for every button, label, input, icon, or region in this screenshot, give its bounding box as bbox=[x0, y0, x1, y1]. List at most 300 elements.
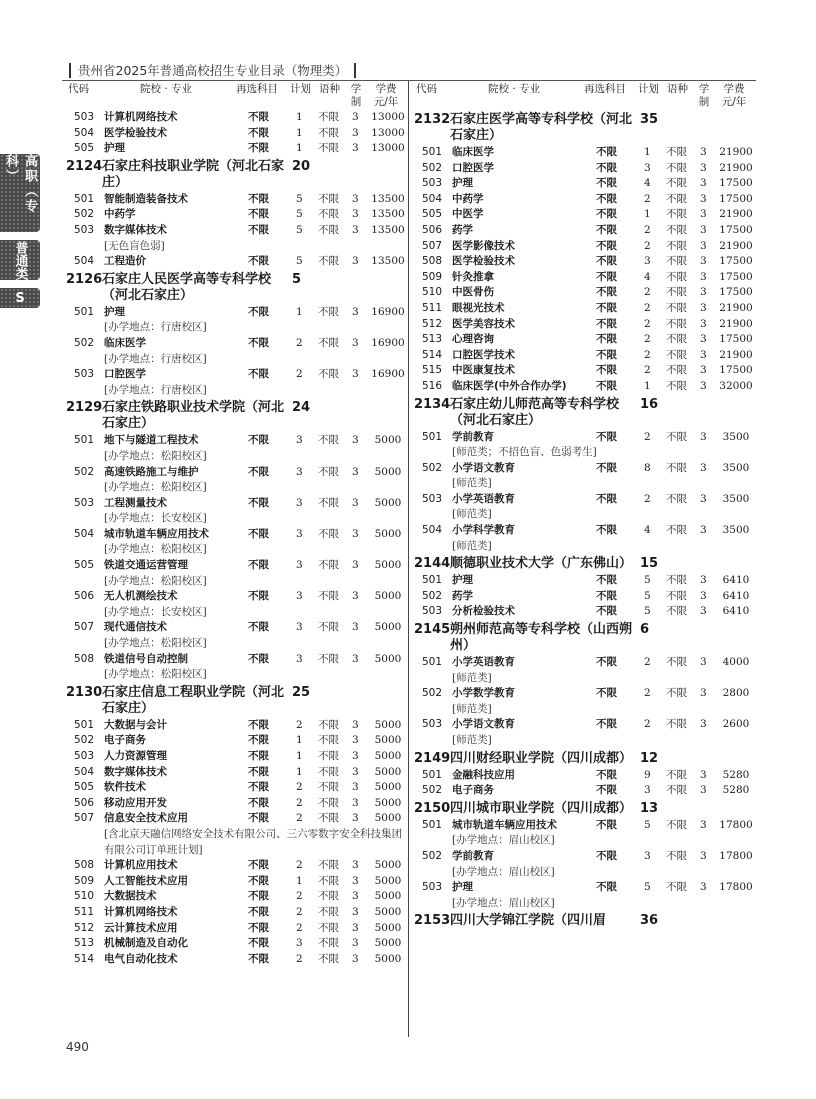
program-years: 3 bbox=[352, 890, 359, 903]
program-note: [师范类] bbox=[452, 477, 492, 490]
program-lang: 不限 bbox=[318, 812, 339, 825]
program-lang: 不限 bbox=[666, 146, 687, 158]
program-name: 工程测量技术 bbox=[104, 496, 167, 509]
program-plan: 3 bbox=[296, 527, 303, 540]
program-row bbox=[70, 858, 406, 874]
program-row bbox=[70, 223, 406, 239]
program-row bbox=[70, 465, 406, 481]
program-code: 503 bbox=[74, 223, 95, 236]
school-name: 石家庄人民医学高等专科学校（河北石家庄） bbox=[102, 271, 272, 303]
program-plan: 5 bbox=[644, 574, 651, 587]
program-lang: 不限 bbox=[318, 527, 339, 540]
program-code: 501 bbox=[422, 146, 443, 158]
program-code: 503 bbox=[422, 492, 443, 505]
col-plan-label: 计划 bbox=[290, 83, 311, 95]
program-note: [师范类] bbox=[452, 702, 492, 715]
program-row bbox=[70, 336, 406, 352]
program-plan: 2 bbox=[296, 336, 303, 349]
program-name: 口腔医学技术 bbox=[452, 348, 515, 361]
program-subject: 不限 bbox=[596, 270, 617, 283]
program-plan: 3 bbox=[644, 161, 651, 174]
program-code: 513 bbox=[422, 333, 443, 346]
school-code: 2134 bbox=[414, 396, 451, 412]
program-subject: 不限 bbox=[596, 348, 617, 361]
program-fee: 17500 bbox=[719, 177, 753, 190]
header-bar-right bbox=[354, 63, 356, 78]
program-lang: 不限 bbox=[318, 718, 339, 731]
school-code: 2149 bbox=[414, 750, 451, 766]
program-years: 3 bbox=[700, 333, 707, 346]
program-lang: 不限 bbox=[666, 161, 687, 174]
program-name: 小学语文教育 bbox=[452, 461, 515, 474]
program-note: [办学地点：松阳校区] bbox=[104, 481, 207, 494]
program-lang: 不限 bbox=[666, 270, 687, 283]
program-lang: 不限 bbox=[666, 818, 687, 831]
program-subject: 不限 bbox=[248, 465, 269, 478]
school-plan: 15 bbox=[640, 556, 659, 572]
program-code: 502 bbox=[74, 465, 95, 478]
program-plan: 2 bbox=[644, 492, 651, 505]
program-subject: 不限 bbox=[248, 255, 269, 268]
program-subject: 不限 bbox=[248, 208, 269, 221]
program-name: 中医学 bbox=[452, 208, 484, 221]
program-row bbox=[418, 301, 758, 317]
school-name: 四川城市职业学院（四川成都） bbox=[450, 800, 633, 816]
program-plan: 5 bbox=[296, 223, 303, 236]
program-name: 临床医学 bbox=[104, 336, 146, 349]
program-lang: 不限 bbox=[318, 368, 339, 381]
program-row bbox=[70, 527, 406, 543]
program-fee: 21900 bbox=[719, 146, 753, 158]
program-subject: 不限 bbox=[596, 849, 617, 862]
program-plan: 1 bbox=[296, 765, 303, 778]
column-header-left bbox=[70, 81, 406, 110]
program-fee: 5000 bbox=[374, 937, 402, 950]
program-plan: 2 bbox=[296, 368, 303, 381]
program-code: 501 bbox=[74, 718, 95, 731]
program-years: 3 bbox=[700, 239, 707, 252]
program-subject: 不限 bbox=[248, 368, 269, 381]
program-lang: 不限 bbox=[318, 434, 339, 447]
program-subject: 不限 bbox=[248, 142, 269, 155]
program-code: 504 bbox=[74, 765, 95, 778]
program-fee: 17800 bbox=[719, 881, 753, 894]
program-plan: 5 bbox=[296, 208, 303, 221]
program-fee: 3500 bbox=[722, 492, 750, 505]
program-row bbox=[418, 254, 758, 270]
program-row bbox=[70, 110, 406, 126]
program-name: 软件技术 bbox=[104, 781, 146, 794]
program-note: [办学地点：行唐校区] bbox=[104, 352, 207, 365]
col-code-label: 代码 bbox=[68, 83, 89, 95]
program-years: 3 bbox=[352, 905, 359, 918]
program-plan: 5 bbox=[644, 589, 651, 602]
program-row bbox=[70, 254, 406, 270]
program-code: 502 bbox=[422, 161, 443, 174]
program-row bbox=[418, 589, 758, 605]
program-subject: 不限 bbox=[596, 605, 617, 618]
program-lang: 不限 bbox=[666, 605, 687, 618]
program-code: 503 bbox=[74, 368, 95, 381]
program-plan: 1 bbox=[296, 874, 303, 887]
program-years: 3 bbox=[352, 621, 359, 634]
program-lang: 不限 bbox=[666, 286, 687, 299]
program-fee: 2800 bbox=[722, 687, 750, 700]
program-subject: 不限 bbox=[248, 126, 269, 139]
school-plan: 13 bbox=[640, 800, 659, 816]
program-years: 3 bbox=[352, 921, 359, 934]
program-plan: 1 bbox=[296, 111, 303, 123]
program-row bbox=[418, 285, 758, 301]
program-subject: 不限 bbox=[596, 208, 617, 221]
program-years: 3 bbox=[700, 379, 707, 392]
program-lang: 不限 bbox=[318, 905, 339, 918]
program-row bbox=[418, 270, 758, 286]
program-plan: 2 bbox=[644, 223, 651, 236]
program-years: 3 bbox=[352, 527, 359, 540]
program-row bbox=[70, 718, 406, 734]
program-subject: 不限 bbox=[596, 818, 617, 831]
program-note: [办学地点：眉山校区] bbox=[452, 834, 555, 847]
program-plan: 5 bbox=[644, 881, 651, 894]
program-name: 口腔医学 bbox=[452, 161, 494, 174]
program-lang: 不限 bbox=[318, 890, 339, 903]
program-plan: 5 bbox=[296, 192, 303, 205]
school-row bbox=[66, 157, 406, 192]
program-plan: 2 bbox=[296, 796, 303, 809]
program-fee: 16900 bbox=[371, 368, 405, 381]
program-years: 3 bbox=[700, 348, 707, 361]
col-subject-label: 再选科目 bbox=[584, 83, 626, 95]
header-bar-left bbox=[69, 63, 71, 78]
program-row bbox=[418, 317, 758, 333]
program-name: 学前教育 bbox=[452, 849, 494, 862]
program-name: 数字媒体技术 bbox=[104, 765, 167, 778]
program-years: 3 bbox=[700, 430, 707, 443]
school-row bbox=[414, 799, 758, 818]
program-code: 502 bbox=[422, 784, 443, 797]
program-years: 3 bbox=[700, 286, 707, 299]
program-name: 计算机网络技术 bbox=[104, 905, 178, 918]
program-plan: 3 bbox=[644, 849, 651, 862]
program-name: 小学科学教育 bbox=[452, 524, 515, 537]
school-plan: 16 bbox=[640, 396, 659, 412]
program-row bbox=[418, 818, 758, 834]
program-row bbox=[70, 141, 406, 157]
program-note: [办学地点：眉山校区] bbox=[452, 896, 555, 909]
program-note: [办学地点：长安校区] bbox=[104, 512, 207, 525]
program-name: 中医骨伤 bbox=[452, 286, 494, 299]
program-lang: 不限 bbox=[318, 496, 339, 509]
program-row bbox=[418, 176, 758, 192]
col-code-label: 代码 bbox=[416, 83, 437, 95]
program-lang: 不限 bbox=[318, 111, 339, 123]
program-code: 503 bbox=[422, 881, 443, 894]
program-subject: 不限 bbox=[596, 364, 617, 377]
school-name: 朔州师范高等专科学校（山西朔州） bbox=[450, 622, 633, 654]
program-years: 3 bbox=[352, 812, 359, 825]
program-code: 503 bbox=[422, 605, 443, 618]
program-name: 心理咨询 bbox=[452, 333, 494, 346]
program-name: 现代通信技术 bbox=[104, 621, 167, 634]
program-row bbox=[70, 207, 406, 223]
program-name: 护理 bbox=[452, 177, 473, 190]
program-row bbox=[70, 952, 406, 968]
program-name: 数字媒体技术 bbox=[104, 223, 167, 236]
program-code: 512 bbox=[74, 921, 95, 934]
program-code: 507 bbox=[74, 621, 95, 634]
program-name: 口腔医学 bbox=[104, 368, 146, 381]
program-row bbox=[418, 768, 758, 784]
program-subject: 不限 bbox=[248, 192, 269, 205]
program-subject: 不限 bbox=[596, 255, 617, 268]
program-code: 502 bbox=[74, 734, 95, 747]
program-years: 3 bbox=[700, 849, 707, 862]
program-subject: 不限 bbox=[248, 652, 269, 665]
program-code: 506 bbox=[422, 223, 443, 236]
program-row bbox=[418, 379, 758, 395]
side-tab-vocational: 高职（专科） bbox=[0, 154, 40, 232]
school-code: 2145 bbox=[414, 622, 451, 638]
program-code: 504 bbox=[74, 527, 95, 540]
program-subject: 不限 bbox=[248, 874, 269, 887]
program-lang: 不限 bbox=[318, 590, 339, 603]
program-lang: 不限 bbox=[318, 255, 339, 268]
program-plan: 2 bbox=[296, 921, 303, 934]
program-plan: 2 bbox=[296, 718, 303, 731]
program-lang: 不限 bbox=[666, 301, 687, 314]
program-name: 铁道交通运营管理 bbox=[104, 559, 188, 572]
program-plan: 9 bbox=[644, 768, 651, 781]
program-name: 金融科技应用 bbox=[452, 768, 515, 781]
program-fee: 21900 bbox=[719, 348, 753, 361]
col-fee-label: 学费 元/年 bbox=[721, 83, 747, 108]
program-row bbox=[70, 733, 406, 749]
program-code: 502 bbox=[422, 849, 443, 862]
program-row bbox=[418, 332, 758, 348]
program-fee: 5000 bbox=[374, 434, 402, 447]
program-lang: 不限 bbox=[318, 859, 339, 872]
program-name: 小学语文教育 bbox=[452, 718, 515, 731]
program-fee: 13500 bbox=[371, 223, 405, 236]
program-subject: 不限 bbox=[248, 111, 269, 123]
program-row bbox=[70, 874, 406, 890]
school-plan: 35 bbox=[640, 112, 659, 127]
program-code: 514 bbox=[74, 952, 95, 965]
program-subject: 不限 bbox=[248, 750, 269, 762]
program-name: 分析检验技术 bbox=[452, 605, 515, 618]
program-row bbox=[418, 145, 758, 161]
program-lang: 不限 bbox=[666, 239, 687, 252]
program-name: 大数据技术 bbox=[104, 890, 157, 903]
program-lang: 不限 bbox=[318, 952, 339, 965]
program-name: 智能制造装备技术 bbox=[104, 192, 188, 205]
program-fee: 5000 bbox=[374, 750, 402, 762]
program-fee: 5000 bbox=[374, 952, 402, 965]
school-name: 顺德职业技术大学（广东佛山） bbox=[450, 556, 633, 572]
program-fee: 5000 bbox=[374, 621, 402, 634]
col-name-label: 院校 · 专业 bbox=[140, 83, 193, 95]
program-years: 3 bbox=[700, 784, 707, 797]
program-subject: 不限 bbox=[596, 718, 617, 731]
program-row bbox=[418, 523, 758, 539]
program-note: [师范类；不招色盲、色弱考生] bbox=[452, 446, 597, 459]
program-years: 3 bbox=[700, 718, 707, 731]
program-row bbox=[418, 348, 758, 364]
program-lang: 不限 bbox=[666, 881, 687, 894]
program-years: 3 bbox=[700, 317, 707, 330]
program-plan: 2 bbox=[296, 905, 303, 918]
program-years: 3 bbox=[700, 192, 707, 205]
program-subject: 不限 bbox=[596, 881, 617, 894]
program-fee: 5000 bbox=[374, 465, 402, 478]
program-note: [含北京天融信网络安全技术有限公司、三六零数字安全科技集团有限公司订单班计划] bbox=[104, 827, 403, 856]
program-lang: 不限 bbox=[666, 192, 687, 205]
program-lang: 不限 bbox=[666, 849, 687, 862]
program-name: 护理 bbox=[452, 881, 473, 894]
program-code: 511 bbox=[422, 301, 443, 314]
program-code: 513 bbox=[74, 937, 95, 950]
program-name: 无人机测绘技术 bbox=[104, 590, 178, 603]
program-plan: 3 bbox=[644, 784, 651, 797]
school-name: 石家庄医学高等专科学校（河北石家庄） bbox=[450, 112, 633, 143]
program-subject: 不限 bbox=[596, 656, 617, 669]
program-years: 3 bbox=[700, 223, 707, 236]
program-plan: 3 bbox=[296, 652, 303, 665]
program-lang: 不限 bbox=[666, 524, 687, 537]
program-name: 计算机网络技术 bbox=[104, 111, 178, 123]
program-subject: 不限 bbox=[248, 527, 269, 540]
program-code: 501 bbox=[422, 818, 443, 831]
program-fee: 5000 bbox=[374, 765, 402, 778]
program-subject: 不限 bbox=[248, 812, 269, 825]
school-row bbox=[66, 398, 406, 433]
program-years: 3 bbox=[352, 750, 359, 762]
program-years: 3 bbox=[700, 301, 707, 314]
program-note: [办学地点：行唐校区] bbox=[104, 321, 207, 334]
program-fee: 5000 bbox=[374, 890, 402, 903]
program-name: 护理 bbox=[104, 305, 125, 318]
program-row bbox=[418, 573, 758, 589]
program-lang: 不限 bbox=[666, 656, 687, 669]
school-row bbox=[414, 911, 758, 930]
program-note: [师范类] bbox=[452, 734, 492, 746]
school-row bbox=[414, 749, 758, 768]
school-code: 2130 bbox=[66, 684, 103, 700]
program-code: 507 bbox=[422, 239, 443, 252]
program-lang: 不限 bbox=[666, 333, 687, 346]
program-plan: 2 bbox=[644, 718, 651, 731]
program-subject: 不限 bbox=[596, 192, 617, 205]
program-plan: 4 bbox=[644, 177, 651, 190]
program-name: 计算机应用技术 bbox=[104, 859, 178, 872]
program-plan: 3 bbox=[296, 559, 303, 572]
program-plan: 3 bbox=[296, 621, 303, 634]
program-plan: 3 bbox=[296, 434, 303, 447]
program-fee: 13000 bbox=[371, 142, 405, 155]
program-subject: 不限 bbox=[248, 590, 269, 603]
program-row bbox=[418, 717, 758, 733]
program-plan: 2 bbox=[296, 890, 303, 903]
left-column bbox=[66, 81, 406, 967]
program-fee: 16900 bbox=[371, 336, 405, 349]
program-lang: 不限 bbox=[666, 574, 687, 587]
program-subject: 不限 bbox=[248, 621, 269, 634]
program-plan: 2 bbox=[296, 952, 303, 965]
program-code: 508 bbox=[74, 859, 95, 872]
program-name: 小学数学教育 bbox=[452, 687, 515, 700]
program-code: 511 bbox=[74, 905, 95, 918]
program-years: 3 bbox=[700, 818, 707, 831]
program-plan: 2 bbox=[644, 430, 651, 443]
program-code: 501 bbox=[422, 768, 443, 781]
side-tab-s: S bbox=[0, 288, 40, 308]
program-years: 3 bbox=[700, 461, 707, 474]
program-code: 501 bbox=[422, 656, 443, 669]
program-plan: 1 bbox=[644, 208, 651, 221]
program-fee: 21900 bbox=[719, 239, 753, 252]
program-fee: 5280 bbox=[722, 768, 750, 781]
school-code: 2124 bbox=[66, 158, 103, 174]
program-lang: 不限 bbox=[318, 465, 339, 478]
program-plan: 2 bbox=[644, 656, 651, 669]
program-code: 503 bbox=[422, 718, 443, 731]
program-row bbox=[70, 652, 406, 668]
program-subject: 不限 bbox=[596, 161, 617, 174]
program-lang: 不限 bbox=[318, 559, 339, 572]
program-fee: 17500 bbox=[719, 255, 753, 268]
program-fee: 17500 bbox=[719, 270, 753, 283]
program-code: 509 bbox=[422, 270, 443, 283]
program-lang: 不限 bbox=[666, 223, 687, 236]
program-row bbox=[418, 223, 758, 239]
school-row bbox=[66, 683, 406, 718]
program-row bbox=[418, 207, 758, 223]
program-years: 3 bbox=[352, 734, 359, 747]
program-subject: 不限 bbox=[596, 784, 617, 797]
program-subject: 不限 bbox=[248, 336, 269, 349]
program-plan: 2 bbox=[296, 812, 303, 825]
program-years: 3 bbox=[352, 434, 359, 447]
program-subject: 不限 bbox=[248, 952, 269, 965]
program-years: 3 bbox=[352, 336, 359, 349]
program-years: 3 bbox=[700, 881, 707, 894]
program-subject: 不限 bbox=[596, 146, 617, 158]
program-code: 503 bbox=[74, 750, 95, 762]
school-name: 四川财经职业学院（四川成都） bbox=[450, 750, 633, 766]
program-name: 电子商务 bbox=[104, 734, 146, 747]
program-fee: 17800 bbox=[719, 818, 753, 831]
program-plan: 1 bbox=[296, 750, 303, 762]
program-name: 人力资源管理 bbox=[104, 750, 167, 762]
program-subject: 不限 bbox=[248, 718, 269, 731]
program-lang: 不限 bbox=[666, 430, 687, 443]
page-header bbox=[62, 60, 782, 80]
program-plan: 2 bbox=[296, 859, 303, 872]
school-code: 2132 bbox=[414, 112, 451, 127]
program-lang: 不限 bbox=[666, 784, 687, 797]
program-plan: 4 bbox=[644, 270, 651, 283]
program-lang: 不限 bbox=[666, 492, 687, 505]
side-tab-regular: 普通类 bbox=[0, 240, 40, 280]
program-plan: 5 bbox=[644, 818, 651, 831]
program-row bbox=[70, 367, 406, 383]
col-name-label: 院校 · 专业 bbox=[488, 83, 541, 95]
col-years-label: 学 制 bbox=[350, 83, 362, 108]
program-subject: 不限 bbox=[248, 937, 269, 950]
school-name: 石家庄信息工程职业学院（河北石家庄） bbox=[102, 684, 285, 716]
program-lang: 不限 bbox=[318, 652, 339, 665]
